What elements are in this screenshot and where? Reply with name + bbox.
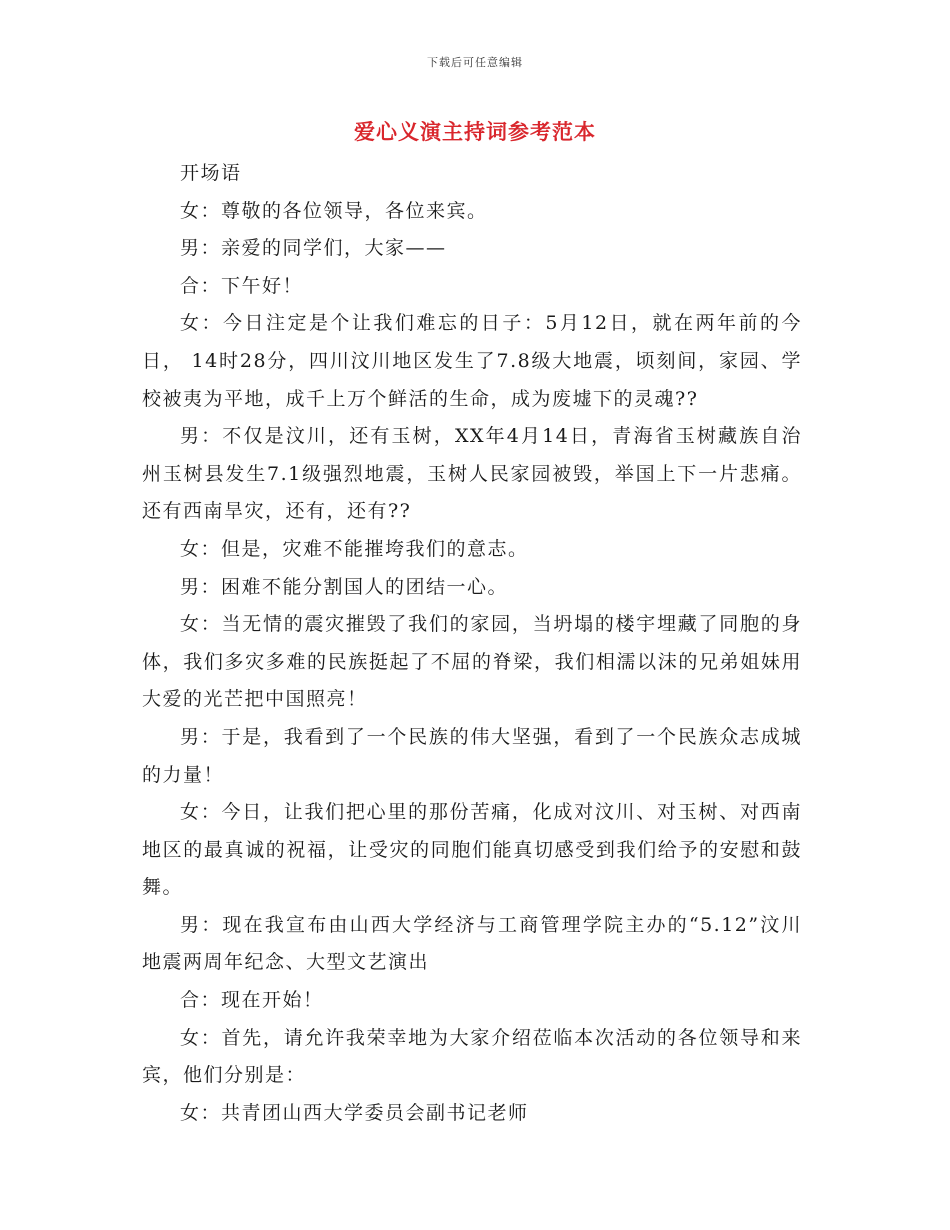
- paragraph: 女：共青团山西大学委员会副书记老师: [180, 1101, 529, 1124]
- document-body: [142, 155, 802, 1132]
- document-title: 爱心义演主持词参考范本: [354, 119, 596, 144]
- paragraph: 女：但是，灾难不能摧垮我们的意志。: [180, 537, 529, 560]
- paragraph: 合：下午好！: [180, 274, 304, 297]
- paragraph: 男：困难不能分割国人的团结一心。: [180, 575, 509, 598]
- paragraph: 男：于是，我看到了一个民族的伟大坚强，看到了一个民族众志成城的力量！: [142, 725, 802, 786]
- paragraph: 女：首先，请允许我荣幸地为大家介绍莅临本次活动的各位领导和来宾，他们分别是：: [142, 1026, 802, 1087]
- paragraph: 男：亲爱的同学们，大家——: [180, 237, 447, 260]
- paragraph: 女：尊敬的各位领导，各位来宾。: [180, 199, 488, 222]
- header-note: 下载后可任意编辑: [427, 56, 523, 69]
- paragraph: 女：今日，让我们把心里的那份苦痛，化成对汶川、对玉树、对西南地区的最真诚的祝福，让受灾的同胞们能真切感受到我们给予的安慰和鼓舞。: [142, 801, 802, 899]
- paragraph: 女：今日注定是个让我们难忘的日子：5月12日，就在两年前的今日， 14时28分，四川汶川地区发生了7.8级大地震，顷刻间，家园、学校被夷为平地，成千上万个鲜活的生命，成为废墟下的灵魂??: [142, 312, 802, 410]
- paragraph: 女：当无情的震灾摧毁了我们的家园，当坍塌的楼宇埋藏了同胞的身体，我们多灾多难的民族挺起了不屈的脊梁，我们相濡以沫的兄弟姐妹用大爱的光芒把中国照亮！: [142, 613, 802, 711]
- paragraph: 合：现在开始！: [180, 989, 324, 1012]
- paragraph: 男：不仅是汶川，还有玉树，XX年4月14日，青海省玉树藏族自治州玉树县发生7.1级强烈地震，玉树人民家园被毁，举国上下一片悲痛。还有西南旱灾，还有，还有??: [142, 425, 802, 523]
- paragraph: 男：现在我宣布由山西大学经济与工商管理学院主办的“5.12”汶川地震两周年纪念、大型文艺演出: [142, 913, 802, 974]
- paragraph-opening-heading: 开场语: [180, 162, 242, 184]
